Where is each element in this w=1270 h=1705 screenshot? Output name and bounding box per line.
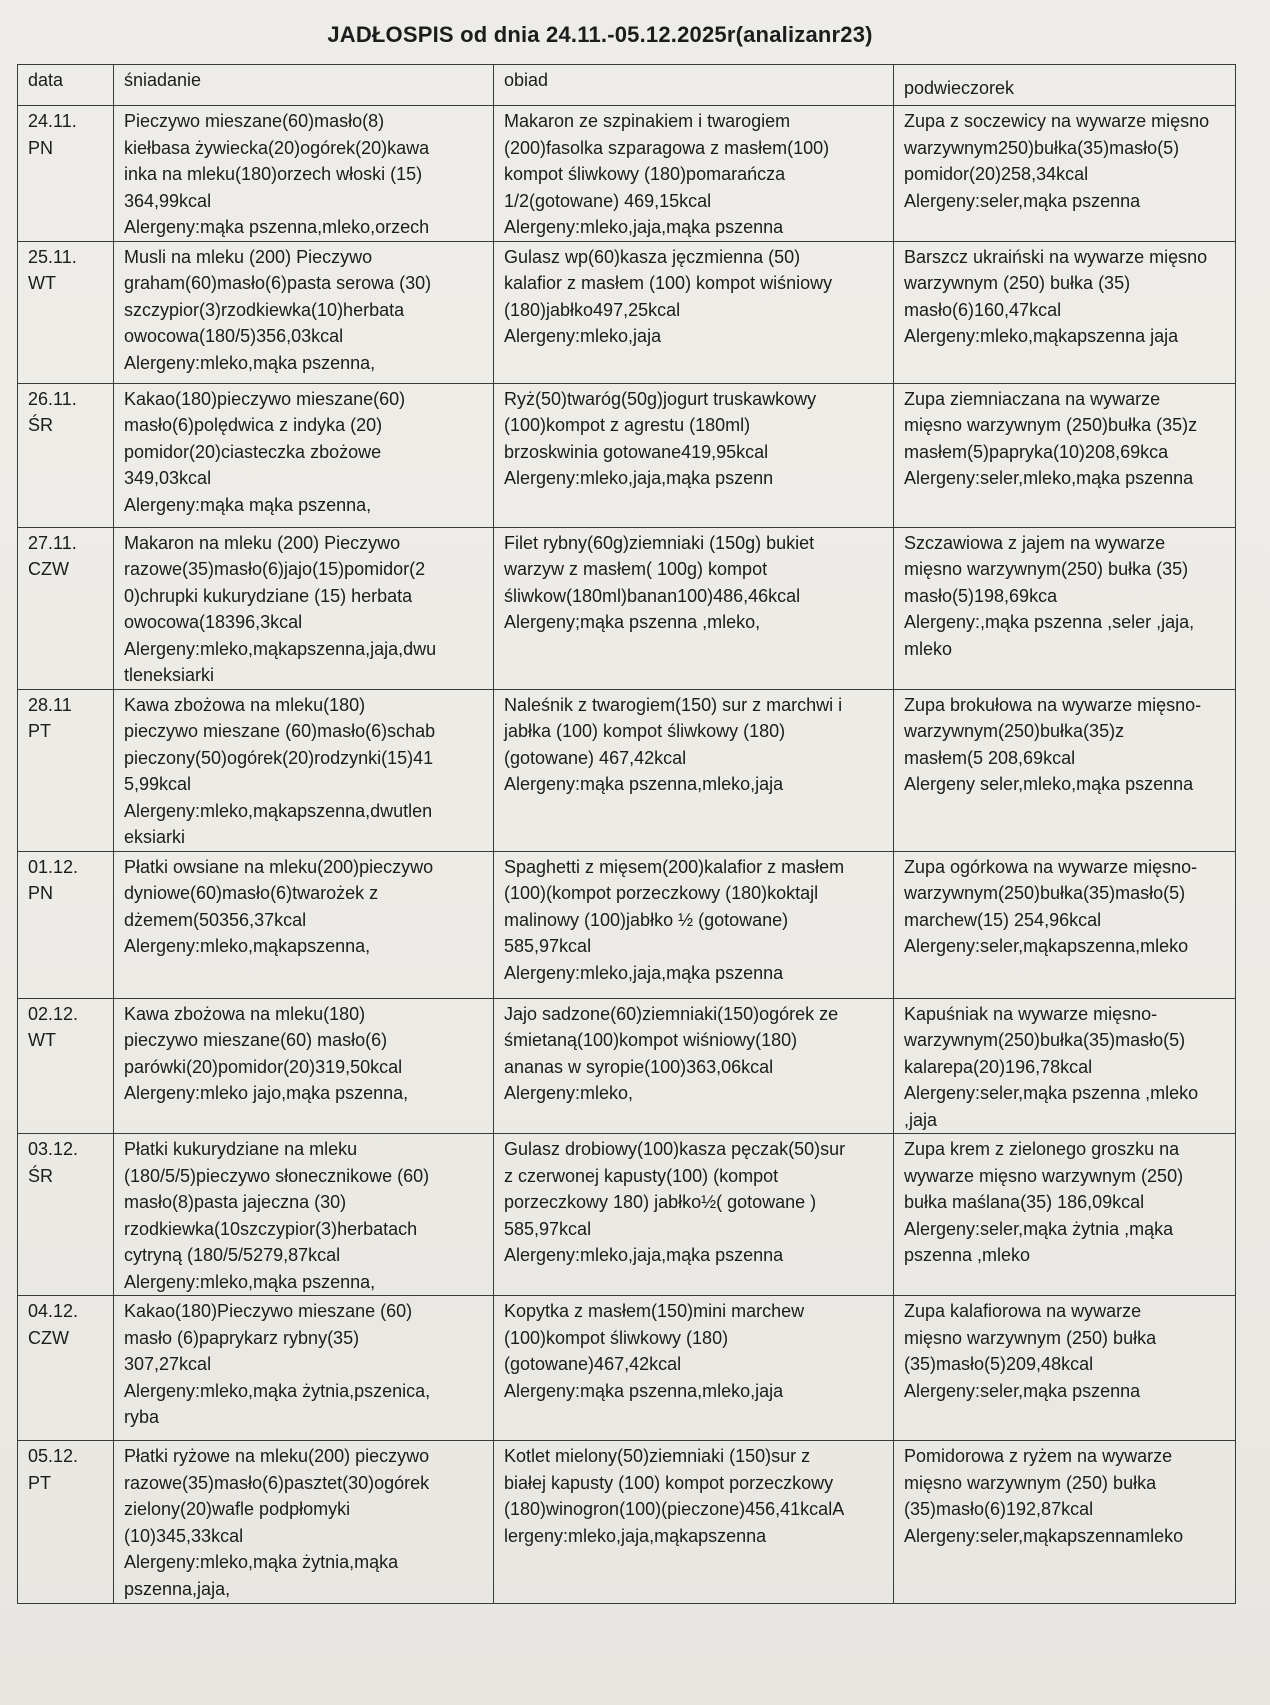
breakfast-line: szczypior(3)rzodkiewka(10)herbata bbox=[124, 299, 405, 320]
breakfast-line: zielony(20)wafle podpłomyki bbox=[124, 1499, 351, 1519]
snack-line: Alergeny:seler,mąkapszenna,mleko bbox=[904, 936, 1189, 956]
breakfast-line: razowe(35)masło(6)jajo(15)pomidor(2 bbox=[124, 559, 426, 579]
lunch-cell bbox=[494, 851, 894, 998]
breakfast-line: Alergeny:mleko,mąka żytnia,mąka bbox=[124, 1552, 399, 1572]
breakfast-line: Kakao(180)pieczywo mieszane(60) bbox=[124, 388, 406, 409]
snack-line: masłem(5)papryka(10)208,69kca bbox=[904, 441, 1169, 462]
breakfast-line: Kawa zbożowa na mleku(180) bbox=[124, 694, 366, 715]
breakfast-line: Alergeny:mleko,mąka pszenna, bbox=[124, 1271, 376, 1292]
date-value: 04.12. bbox=[28, 1301, 79, 1321]
breakfast-line: pszenna,jaja, bbox=[124, 1578, 231, 1599]
lunch-line: brzoskwinia gotowane419,95kcal bbox=[504, 441, 769, 462]
snack-line: Alergeny seler,mleko,mąka pszenna bbox=[904, 774, 1194, 794]
lunch-line: 585,97kcal bbox=[504, 1218, 592, 1239]
lunch-line: Kotlet mielony(50)ziemniaki (150)sur z bbox=[504, 1446, 811, 1466]
breakfast-line: (180/5/5)pieczywo słonecznikowe (60) bbox=[124, 1165, 430, 1186]
lunch-line: Jajo sadzone(60)ziemniaki(150)ogórek ze bbox=[504, 1003, 839, 1024]
date-cell bbox=[18, 241, 114, 383]
snack-line: Barszcz ukraiński na wywarze mięsno bbox=[904, 246, 1208, 267]
lunch-line: Alergeny:mleko,jaja,mąka pszenna bbox=[504, 1245, 784, 1265]
table-row bbox=[18, 1134, 1236, 1296]
lunch-cell bbox=[494, 689, 894, 851]
snack-line: Zupa z soczewicy na wywarze mięsno bbox=[904, 111, 1210, 131]
breakfast-line: masło(8)pasta jajeczna (30) bbox=[124, 1192, 347, 1212]
lunch-line: Alergeny:mąka pszenna,mleko,jaja bbox=[504, 774, 784, 794]
breakfast-cell bbox=[114, 1134, 494, 1296]
lunch-line: Alergeny;mąka pszenna ,mleko, bbox=[504, 612, 761, 632]
snack-line: Zupa ogórkowa na wywarze mięsno- bbox=[904, 856, 1198, 877]
breakfast-line: tleneksiarki bbox=[124, 665, 215, 685]
snack-line: Alergeny:seler,mąkapszennamleko bbox=[904, 1525, 1184, 1546]
breakfast-line: Makaron na mleku (200) Pieczywo bbox=[124, 532, 401, 553]
breakfast-line: graham(60)masło(6)pasta serowa (30) bbox=[124, 273, 432, 293]
breakfast-line: parówki(20)pomidor(20)319,50kcal bbox=[124, 1056, 403, 1077]
date-cell bbox=[18, 1441, 114, 1604]
date-cell bbox=[18, 851, 114, 998]
breakfast-line: Alergeny:mąka pszenna,mleko,orzech bbox=[124, 217, 430, 237]
lunch-line: Kopytka z masłem(150)mini marchew bbox=[504, 1301, 805, 1321]
snack-cell bbox=[894, 106, 1236, 242]
lunch-cell bbox=[494, 1134, 894, 1296]
table-row bbox=[18, 998, 1236, 1134]
date-value: 24.11. bbox=[28, 111, 77, 131]
breakfast-line: 349,03kcal bbox=[124, 468, 212, 488]
lunch-line: Alergeny:mleko,jaja bbox=[504, 326, 662, 346]
menu-body bbox=[18, 106, 1236, 1604]
breakfast-line: 364,99kcal bbox=[124, 190, 212, 211]
snack-line: wywarze mięsno warzywnym (250) bbox=[904, 1165, 1184, 1186]
lunch-line: z czerwonej kapusty(100) (kompot bbox=[504, 1165, 779, 1186]
breakfast-line: Kakao(180)Pieczywo mieszane (60) bbox=[124, 1301, 413, 1321]
lunch-line: Alergeny:mleko,jaja,mąka pszenn bbox=[504, 468, 774, 488]
date-cell bbox=[18, 1296, 114, 1441]
snack-line: kalarepa(20)196,78kcal bbox=[904, 1056, 1093, 1077]
snack-line: Alergeny:,mąka pszenna ,seler ,jaja, bbox=[904, 612, 1195, 632]
header-snack: podwieczorek bbox=[894, 65, 1236, 106]
breakfast-line: masło (6)paprykarz rybny(35) bbox=[124, 1327, 360, 1348]
breakfast-cell bbox=[114, 106, 494, 242]
breakfast-cell bbox=[114, 851, 494, 998]
snack-line: mięsno warzywnym (250) bułka bbox=[904, 1327, 1157, 1348]
date-value: 26.11. bbox=[28, 388, 77, 409]
weekday-label: PN bbox=[28, 883, 54, 903]
lunch-line: śmietaną(100)kompot wiśniowy(180) bbox=[504, 1030, 798, 1050]
breakfast-line: dżemem(50356,37kcal bbox=[124, 909, 307, 930]
snack-line: bułka maślana(35) 186,09kcal bbox=[904, 1192, 1145, 1212]
breakfast-line: 0)chrupki kukurydziane (15) herbata bbox=[124, 585, 413, 606]
breakfast-line: owocowa(18396,3kcal bbox=[124, 612, 303, 632]
lunch-line: Filet rybny(60g)ziemniaki (150g) bukiet bbox=[504, 532, 815, 553]
lunch-line: (100)(kompot porzeczkowy (180)koktajl bbox=[504, 883, 819, 903]
menu-table bbox=[17, 64, 1236, 1604]
snack-line: warzywnym(250)bułka(35)z bbox=[904, 721, 1125, 741]
snack-cell bbox=[894, 241, 1236, 383]
lunch-line: lergeny:mleko,jaja,mąkapszenna bbox=[504, 1525, 767, 1546]
table-row bbox=[18, 1441, 1236, 1604]
snack-cell bbox=[894, 1134, 1236, 1296]
breakfast-cell bbox=[114, 1441, 494, 1604]
lunch-line: 585,97kcal bbox=[504, 936, 592, 956]
lunch-line: porzeczkowy 180) jabłko½( gotowane ) bbox=[504, 1192, 817, 1212]
breakfast-line: eksiarki bbox=[124, 827, 186, 847]
date-value: 03.12. bbox=[28, 1139, 79, 1159]
lunch-line: Gulasz wp(60)kasza jęczmienna (50) bbox=[504, 246, 801, 267]
snack-line: mięsno warzywnym(250) bułka (35) bbox=[904, 559, 1189, 579]
snack-line: Alergeny:seler,mleko,mąka pszenna bbox=[904, 468, 1194, 488]
lunch-line: Ryż(50)twaróg(50g)jogurt truskawkowy bbox=[504, 388, 817, 409]
lunch-line: Alergeny:mleko,jaja,mąka pszenna bbox=[504, 962, 784, 983]
lunch-cell bbox=[494, 1296, 894, 1441]
snack-line: Alergeny:mleko,mąkapszenna jaja bbox=[904, 326, 1179, 346]
breakfast-line: ryba bbox=[124, 1407, 160, 1427]
snack-line: Zupa brokułowa na wywarze mięsno- bbox=[904, 694, 1202, 715]
breakfast-line: razowe(35)masło(6)pasztet(30)ogórek bbox=[124, 1472, 430, 1493]
date-cell bbox=[18, 527, 114, 689]
snack-line: mleko bbox=[904, 638, 953, 659]
snack-cell bbox=[894, 383, 1236, 527]
snack-line: Zupa krem z zielonego groszku na bbox=[904, 1139, 1180, 1159]
table-row bbox=[18, 689, 1236, 851]
snack-line: warzywnym250)bułka(35)masło(5) bbox=[904, 137, 1180, 158]
lunch-line: (100)kompot śliwkowy (180) bbox=[504, 1327, 729, 1348]
lunch-line: (180)winogron(100)(pieczone)456,41kcalA bbox=[504, 1499, 845, 1519]
snack-line: Alergeny:seler,mąka pszenna ,mleko bbox=[904, 1083, 1199, 1103]
snack-cell bbox=[894, 851, 1236, 998]
lunch-line: Naleśnik z twarogiem(150) sur z marchwi i bbox=[504, 694, 843, 715]
lunch-cell bbox=[494, 1441, 894, 1604]
weekday-label: WT bbox=[28, 1030, 56, 1050]
date-value: 05.12. bbox=[28, 1446, 79, 1466]
snack-line: Pomidorowa z ryżem na wywarze bbox=[904, 1446, 1173, 1466]
breakfast-line: 5,99kcal bbox=[124, 774, 192, 794]
date-cell bbox=[18, 106, 114, 242]
snack-line: warzywnym(250)bułka(35)masło(5) bbox=[904, 883, 1186, 903]
lunch-cell bbox=[494, 527, 894, 689]
snack-line: (35)masło(6)192,87kcal bbox=[904, 1499, 1094, 1519]
breakfast-line: cytryną (180/5/5279,87kcal bbox=[124, 1245, 341, 1265]
snack-line: Zupa kalafiorowa na wywarze bbox=[904, 1301, 1142, 1321]
breakfast-line: Alergeny:mleko,mąkapszenna,dwutlen bbox=[124, 800, 433, 821]
breakfast-line: Pieczywo mieszane(60)masło(8) bbox=[124, 111, 385, 131]
snack-line: marchew(15) 254,96kcal bbox=[904, 909, 1102, 930]
snack-line: mięsno warzywnym (250) bułka bbox=[904, 1472, 1157, 1493]
weekday-label: PN bbox=[28, 137, 54, 158]
table-row bbox=[18, 241, 1236, 383]
weekday-label: PT bbox=[28, 721, 52, 741]
breakfast-line: Kawa zbożowa na mleku(180) bbox=[124, 1003, 366, 1024]
snack-cell bbox=[894, 1296, 1236, 1441]
breakfast-line: rzodkiewka(10szczypior(3)herbatach bbox=[124, 1218, 418, 1239]
document-title: JADŁOSPIS od dnia 24.11.-05.12.2025r(analizanr23) bbox=[327, 22, 873, 47]
breakfast-cell bbox=[114, 241, 494, 383]
breakfast-line: pieczony(50)ogórek(20)rodzynki(15)41 bbox=[124, 747, 434, 768]
weekday-label: ŚR bbox=[28, 1165, 54, 1186]
snack-line: ,jaja bbox=[904, 1109, 938, 1130]
date-value: 01.12. bbox=[28, 856, 79, 877]
lunch-line: jabłka (100) kompot śliwkowy (180) bbox=[504, 721, 786, 741]
weekday-label: CZW bbox=[28, 559, 69, 579]
lunch-line: Makaron ze szpinakiem i twarogiem bbox=[504, 111, 791, 131]
snack-line: warzywnym(250)bułka(35)masło(5) bbox=[904, 1030, 1186, 1050]
lunch-line: warzyw z masłem( 100g) kompot bbox=[504, 559, 768, 579]
lunch-line: Alergeny:mąka pszenna,mleko,jaja bbox=[504, 1380, 784, 1401]
lunch-line: Gulasz drobiowy(100)kasza pęczak(50)sur bbox=[504, 1139, 846, 1159]
header-date: data bbox=[18, 65, 114, 106]
lunch-line: (100)kompot z agrestu (180ml) bbox=[504, 415, 751, 435]
breakfast-line: Alergeny:mleko,mąka żytnia,pszenica, bbox=[124, 1380, 431, 1401]
breakfast-line: dyniowe(60)masło(6)twarożek z bbox=[124, 883, 379, 903]
breakfast-line: masło(6)polędwica z indyka (20) bbox=[124, 415, 383, 435]
snack-line: (35)masło(5)209,48kcal bbox=[904, 1354, 1094, 1374]
table-row bbox=[18, 851, 1236, 998]
breakfast-line: inka na mleku(180)orzech włoski (15) bbox=[124, 164, 423, 184]
breakfast-line: pomidor(20)ciasteczka zbożowe bbox=[124, 441, 382, 462]
lunch-line: 1/2(gotowane) 469,15kcal bbox=[504, 190, 712, 211]
lunch-line: (180)jabłko497,25kcal bbox=[504, 299, 681, 320]
lunch-cell bbox=[494, 106, 894, 242]
breakfast-cell bbox=[114, 1296, 494, 1441]
table-row bbox=[18, 527, 1236, 689]
snack-line: pomidor(20)258,34kcal bbox=[904, 164, 1089, 184]
breakfast-line: owocowa(180/5)356,03kcal bbox=[124, 326, 344, 346]
breakfast-line: Płatki ryżowe na mleku(200) pieczywo bbox=[124, 1446, 430, 1466]
breakfast-line: Alergeny:mleko jajo,mąka pszenna, bbox=[124, 1083, 409, 1103]
weekday-label: CZW bbox=[28, 1327, 69, 1348]
table-row bbox=[18, 1296, 1236, 1441]
header-row bbox=[18, 65, 1236, 106]
lunch-line: Alergeny:mleko,jaja,mąka pszenna bbox=[504, 217, 784, 237]
breakfast-line: Alergeny:mleko,mąkapszenna, bbox=[124, 936, 371, 956]
lunch-line: Alergeny:mleko, bbox=[504, 1083, 634, 1103]
lunch-cell bbox=[494, 998, 894, 1134]
weekday-label: ŚR bbox=[28, 415, 54, 435]
date-value: 28.11 bbox=[28, 694, 72, 715]
table-row bbox=[18, 106, 1236, 242]
breakfast-line: pieczywo mieszane (60)masło(6)schab bbox=[124, 721, 436, 741]
date-cell bbox=[18, 383, 114, 527]
date-cell bbox=[18, 998, 114, 1134]
lunch-line: śliwkow(180ml)banan100)486,46kcal bbox=[504, 585, 801, 606]
lunch-line: Spaghetti z mięsem(200)kalafior z masłem bbox=[504, 856, 845, 877]
date-value: 02.12. bbox=[28, 1003, 79, 1024]
lunch-cell bbox=[494, 383, 894, 527]
date-cell bbox=[18, 1134, 114, 1296]
breakfast-line: pieczywo mieszane(60) masło(6) bbox=[124, 1030, 388, 1050]
weekday-label: PT bbox=[28, 1472, 52, 1493]
breakfast-line: Musli na mleku (200) Pieczywo bbox=[124, 246, 373, 267]
date-value: 25.11. bbox=[28, 246, 77, 267]
snack-cell bbox=[894, 527, 1236, 689]
snack-line: Szczawiowa z jajem na wywarze bbox=[904, 532, 1166, 553]
breakfast-cell bbox=[114, 689, 494, 851]
breakfast-cell bbox=[114, 527, 494, 689]
breakfast-line: Płatki kukurydziane na mleku bbox=[124, 1139, 358, 1159]
snack-line: Alergeny:seler,mąka pszenna bbox=[904, 190, 1141, 211]
breakfast-cell bbox=[114, 998, 494, 1134]
breakfast-line: Alergeny:mleko,mąka pszenna, bbox=[124, 352, 376, 373]
breakfast-line: (10)345,33kcal bbox=[124, 1525, 244, 1546]
table-row bbox=[18, 383, 1236, 527]
snack-line: warzywnym (250) bułka (35) bbox=[904, 273, 1131, 293]
snack-cell bbox=[894, 689, 1236, 851]
header-lunch: obiad bbox=[494, 65, 894, 106]
lunch-line: (gotowane)467,42kcal bbox=[504, 1354, 682, 1374]
breakfast-cell bbox=[114, 383, 494, 527]
lunch-line: ananas w syropie(100)363,06kcal bbox=[504, 1056, 774, 1077]
snack-line: masłem(5 208,69kcal bbox=[904, 747, 1076, 768]
lunch-line: (200)fasolka szparagowa z masłem(100) bbox=[504, 137, 830, 158]
header-breakfast: śniadanie bbox=[114, 65, 494, 106]
snack-line: Alergeny:seler,mąka żytnia ,mąka bbox=[904, 1218, 1174, 1239]
snack-line: mięsno warzywnym (250)bułka (35)z bbox=[904, 415, 1198, 435]
lunch-line: kalafior z masłem (100) kompot wiśniowy bbox=[504, 273, 833, 293]
snack-line: masło(6)160,47kcal bbox=[904, 299, 1062, 320]
snack-cell bbox=[894, 1441, 1236, 1604]
breakfast-line: 307,27kcal bbox=[124, 1354, 212, 1374]
snack-line: Zupa ziemniaczana na wywarze bbox=[904, 388, 1161, 409]
lunch-cell bbox=[494, 241, 894, 383]
snack-cell bbox=[894, 998, 1236, 1134]
lunch-line: (gotowane) 467,42kcal bbox=[504, 747, 687, 768]
weekday-label: WT bbox=[28, 273, 56, 293]
lunch-line: białej kapusty (100) kompot porzeczkowy bbox=[504, 1472, 834, 1493]
lunch-line: malinowy (100)jabłko ½ (gotowane) bbox=[504, 909, 789, 930]
breakfast-line: kiełbasa żywiecka(20)ogórek(20)kawa bbox=[124, 137, 430, 158]
breakfast-line: Alergeny:mąka mąka pszenna, bbox=[124, 494, 372, 515]
snack-line: Alergeny:seler,mąka pszenna bbox=[904, 1380, 1141, 1401]
breakfast-line: Płatki owsiane na mleku(200)pieczywo bbox=[124, 856, 434, 877]
date-cell bbox=[18, 689, 114, 851]
date-value: 27.11. bbox=[28, 532, 77, 553]
snack-line: Kapuśniak na wywarze mięsno- bbox=[904, 1003, 1158, 1024]
snack-line: masło(5)198,69kca bbox=[904, 585, 1058, 606]
snack-line: pszenna ,mleko bbox=[904, 1245, 1031, 1265]
breakfast-line: Alergeny:mleko,mąkapszenna,jaja,dwu bbox=[124, 638, 437, 659]
lunch-line: kompot śliwkowy (180)pomarańcza bbox=[504, 164, 786, 184]
